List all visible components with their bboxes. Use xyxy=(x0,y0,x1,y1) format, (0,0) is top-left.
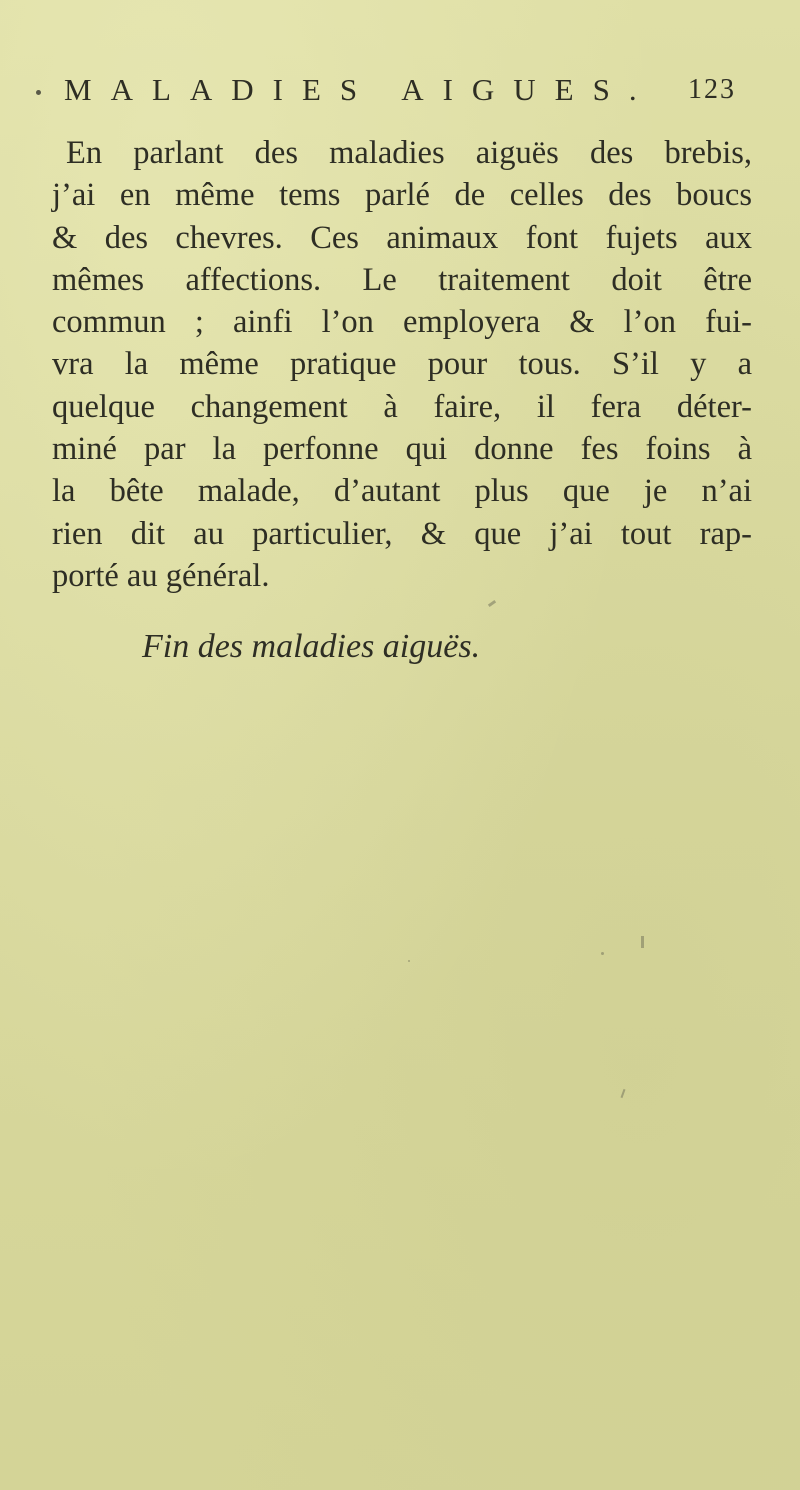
paragraph-line: En parlant des maladies aiguës des brebis, xyxy=(66,135,752,171)
paper-speck xyxy=(601,952,604,955)
margin-dot xyxy=(36,90,41,95)
paragraph-line: commun ; ainfi l’on employera & l’on fui- xyxy=(52,304,752,341)
paragraph xyxy=(52,132,752,597)
running-head xyxy=(36,72,736,116)
paragraph-line: mêmes affections. Le traitement doit être xyxy=(52,261,752,298)
paper-speck xyxy=(621,1089,626,1098)
paragraph-line: miné par la perfonne qui donne fes foins à xyxy=(52,431,752,468)
paper-speck xyxy=(641,936,644,948)
paragraph-line: vra la même pratique pour tous. S’il y a xyxy=(52,346,752,383)
page-number: 123 xyxy=(688,74,736,105)
paper-speck xyxy=(408,960,410,962)
paragraph-line: rien dit au particulier, & que j’ai tout rap- xyxy=(52,515,752,552)
paragraph-line: & des chevres. Ces animaux font fujets aux xyxy=(52,219,752,256)
paragraph-line: porté au général. xyxy=(52,557,270,594)
paragraph-line: quelque changement à faire, il fera déter- xyxy=(52,388,752,425)
paragraph-line: la bête malade, d’autant plus que je n’ai xyxy=(52,473,752,510)
closing-line: Fin des maladies aiguës. xyxy=(142,628,481,665)
paper-speck xyxy=(488,600,496,607)
running-head-title: MALADIES AIGUES. xyxy=(64,72,656,107)
paragraph-line: j’ai en même tems parlé de celles des boucs xyxy=(52,177,752,214)
